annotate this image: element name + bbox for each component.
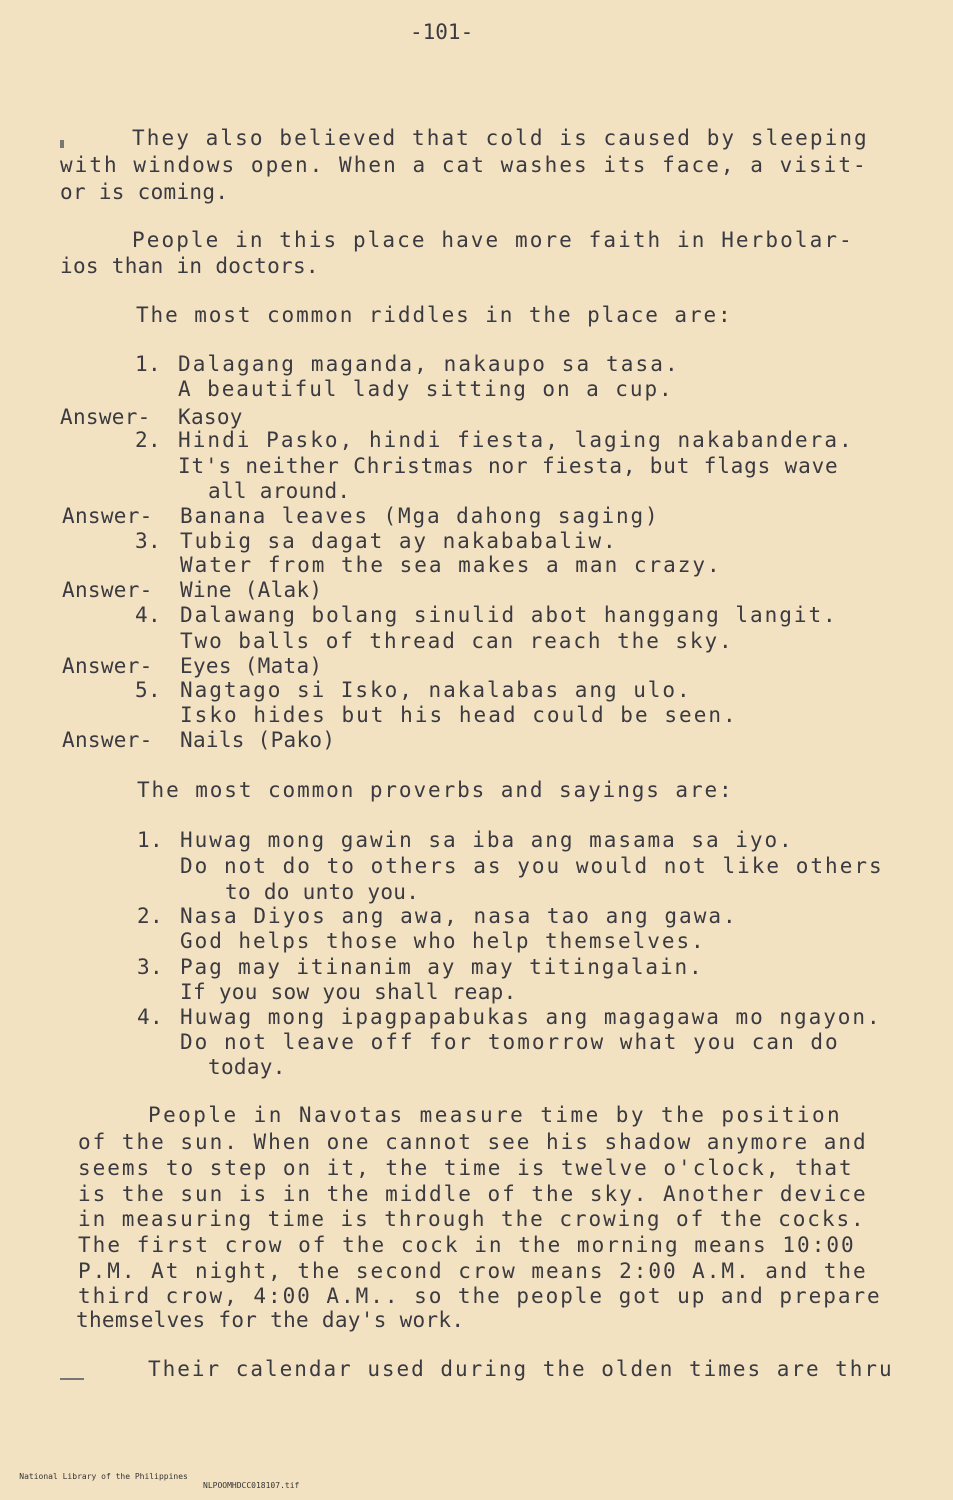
proverb-english: Do not leave off for tomorrow what you can do xyxy=(180,1030,840,1054)
paragraph-line: third crow, 4:00 A.M.. so the people got up and prepare xyxy=(78,1284,882,1308)
proverb-tagalog: Nasa Diyos ang awa, nasa tao ang gawa. xyxy=(180,904,738,928)
proverb-number: 3. xyxy=(137,955,163,979)
riddle-english: A beautiful lady sitting on a cup. xyxy=(178,377,674,401)
page-number: -101- xyxy=(410,20,474,44)
proverb-number: 2. xyxy=(137,904,163,928)
riddle-number: 5. xyxy=(135,678,161,702)
riddle-number: 1. xyxy=(135,352,161,376)
scan-footer xyxy=(0,1463,300,1499)
paragraph-line: P.M. At night, the second crow means 2:00 A.M. and the xyxy=(78,1259,868,1283)
paragraph-line: themselves for the day's work. xyxy=(76,1308,465,1332)
riddle-tagalog: Nagtago si Isko, nakalabas ang ulo. xyxy=(180,678,692,702)
paragraph-line: or is coming. xyxy=(60,180,229,204)
footer-filename: NLPOOMHDCC018107.tif xyxy=(203,1481,300,1490)
riddle-english: Isko hides but his head could be seen. xyxy=(180,703,738,727)
riddle-answer: Wine (Alak) xyxy=(180,578,323,602)
answer-label: Answer- xyxy=(62,504,153,528)
proverb-tagalog: Huwag mong gawin sa iba ang masama sa iyo. xyxy=(180,828,794,852)
answer-label: Answer- xyxy=(60,405,151,429)
riddle-tagalog: Hindi Pasko, hindi fiesta, laging nakabandera. xyxy=(178,428,854,452)
riddle-answer: Nails (Pako) xyxy=(180,728,336,752)
answer-label: Answer- xyxy=(62,728,153,752)
riddle-tagalog: Tubig sa dagat ay nakababaliw. xyxy=(180,529,618,553)
riddle-answer: Banana leaves (Mga dahong saging) xyxy=(180,504,660,528)
riddle-answer: Eyes (Mata) xyxy=(180,654,323,678)
proverb-english: to do unto you. xyxy=(225,880,420,904)
riddles-intro: The most common riddles in the place are: xyxy=(136,303,733,327)
paragraph-line: Their calendar used during the olden times are thru xyxy=(148,1357,894,1381)
proverb-tagalog: Huwag mong ipagpapabukas ang magagawa mo ngayon. xyxy=(180,1005,882,1029)
paragraph-line: seems to step on it, the time is twelve o'clock, that xyxy=(78,1156,854,1180)
paragraph-line: is the sun is in the middle of the sky. Another device xyxy=(78,1182,868,1206)
proverb-tagalog: Pag may itinanim ay may titingalain. xyxy=(180,955,704,979)
riddle-tagalog: Dalagang maganda, nakaupo sa tasa. xyxy=(178,352,680,376)
proverb-number: 4. xyxy=(137,1005,163,1029)
proverb-english: If you sow you shall reap. xyxy=(180,980,517,1004)
footer-library: National Library of the Philippines xyxy=(19,1472,188,1481)
paragraph-line: People in this place have more faith in Herbolar- xyxy=(132,228,854,252)
proverb-english: today. xyxy=(208,1055,286,1079)
paragraph-line: with windows open. When a cat washes its face, a visit- xyxy=(60,153,868,177)
proverb-english: Do not do to others as you would not like others xyxy=(180,854,884,878)
riddle-tagalog: Dalawang bolang sinulid abot hanggang langit. xyxy=(180,603,838,627)
riddle-number: 2. xyxy=(135,428,161,452)
paragraph-line: ios than in doctors. xyxy=(60,254,319,278)
paragraph-line: People in Navotas measure time by the position xyxy=(148,1103,843,1127)
proverb-english: God helps those who help themselves. xyxy=(180,929,706,953)
riddle-english: Two balls of thread can reach the sky. xyxy=(180,629,734,653)
riddle-english: Water from the sea makes a man crazy. xyxy=(180,553,722,577)
proverb-number: 1. xyxy=(137,828,163,852)
paragraph-line: The first crow of the cock in the morning means 10:00 xyxy=(78,1233,856,1257)
riddle-number: 4. xyxy=(135,603,161,627)
paragraph-line: of the sun. When one cannot see his shadow anymore and xyxy=(78,1130,868,1154)
riddle-answer: Kasoy xyxy=(178,405,243,429)
proverbs-intro: The most common proverbs and sayings are: xyxy=(137,778,734,802)
riddle-english: It's neither Christmas nor fiesta, but flags wave xyxy=(178,454,839,478)
riddle-english: all around. xyxy=(208,479,351,503)
answer-label: Answer- xyxy=(62,654,153,678)
paragraph-line: in measuring time is through the crowing of the cocks. xyxy=(78,1207,866,1231)
riddle-number: 3. xyxy=(135,529,161,553)
stray-mark xyxy=(60,140,64,148)
paragraph-line: They also believed that cold is caused by sleeping xyxy=(132,126,869,150)
answer-label: Answer- xyxy=(62,578,153,602)
stray-mark xyxy=(60,1378,84,1380)
